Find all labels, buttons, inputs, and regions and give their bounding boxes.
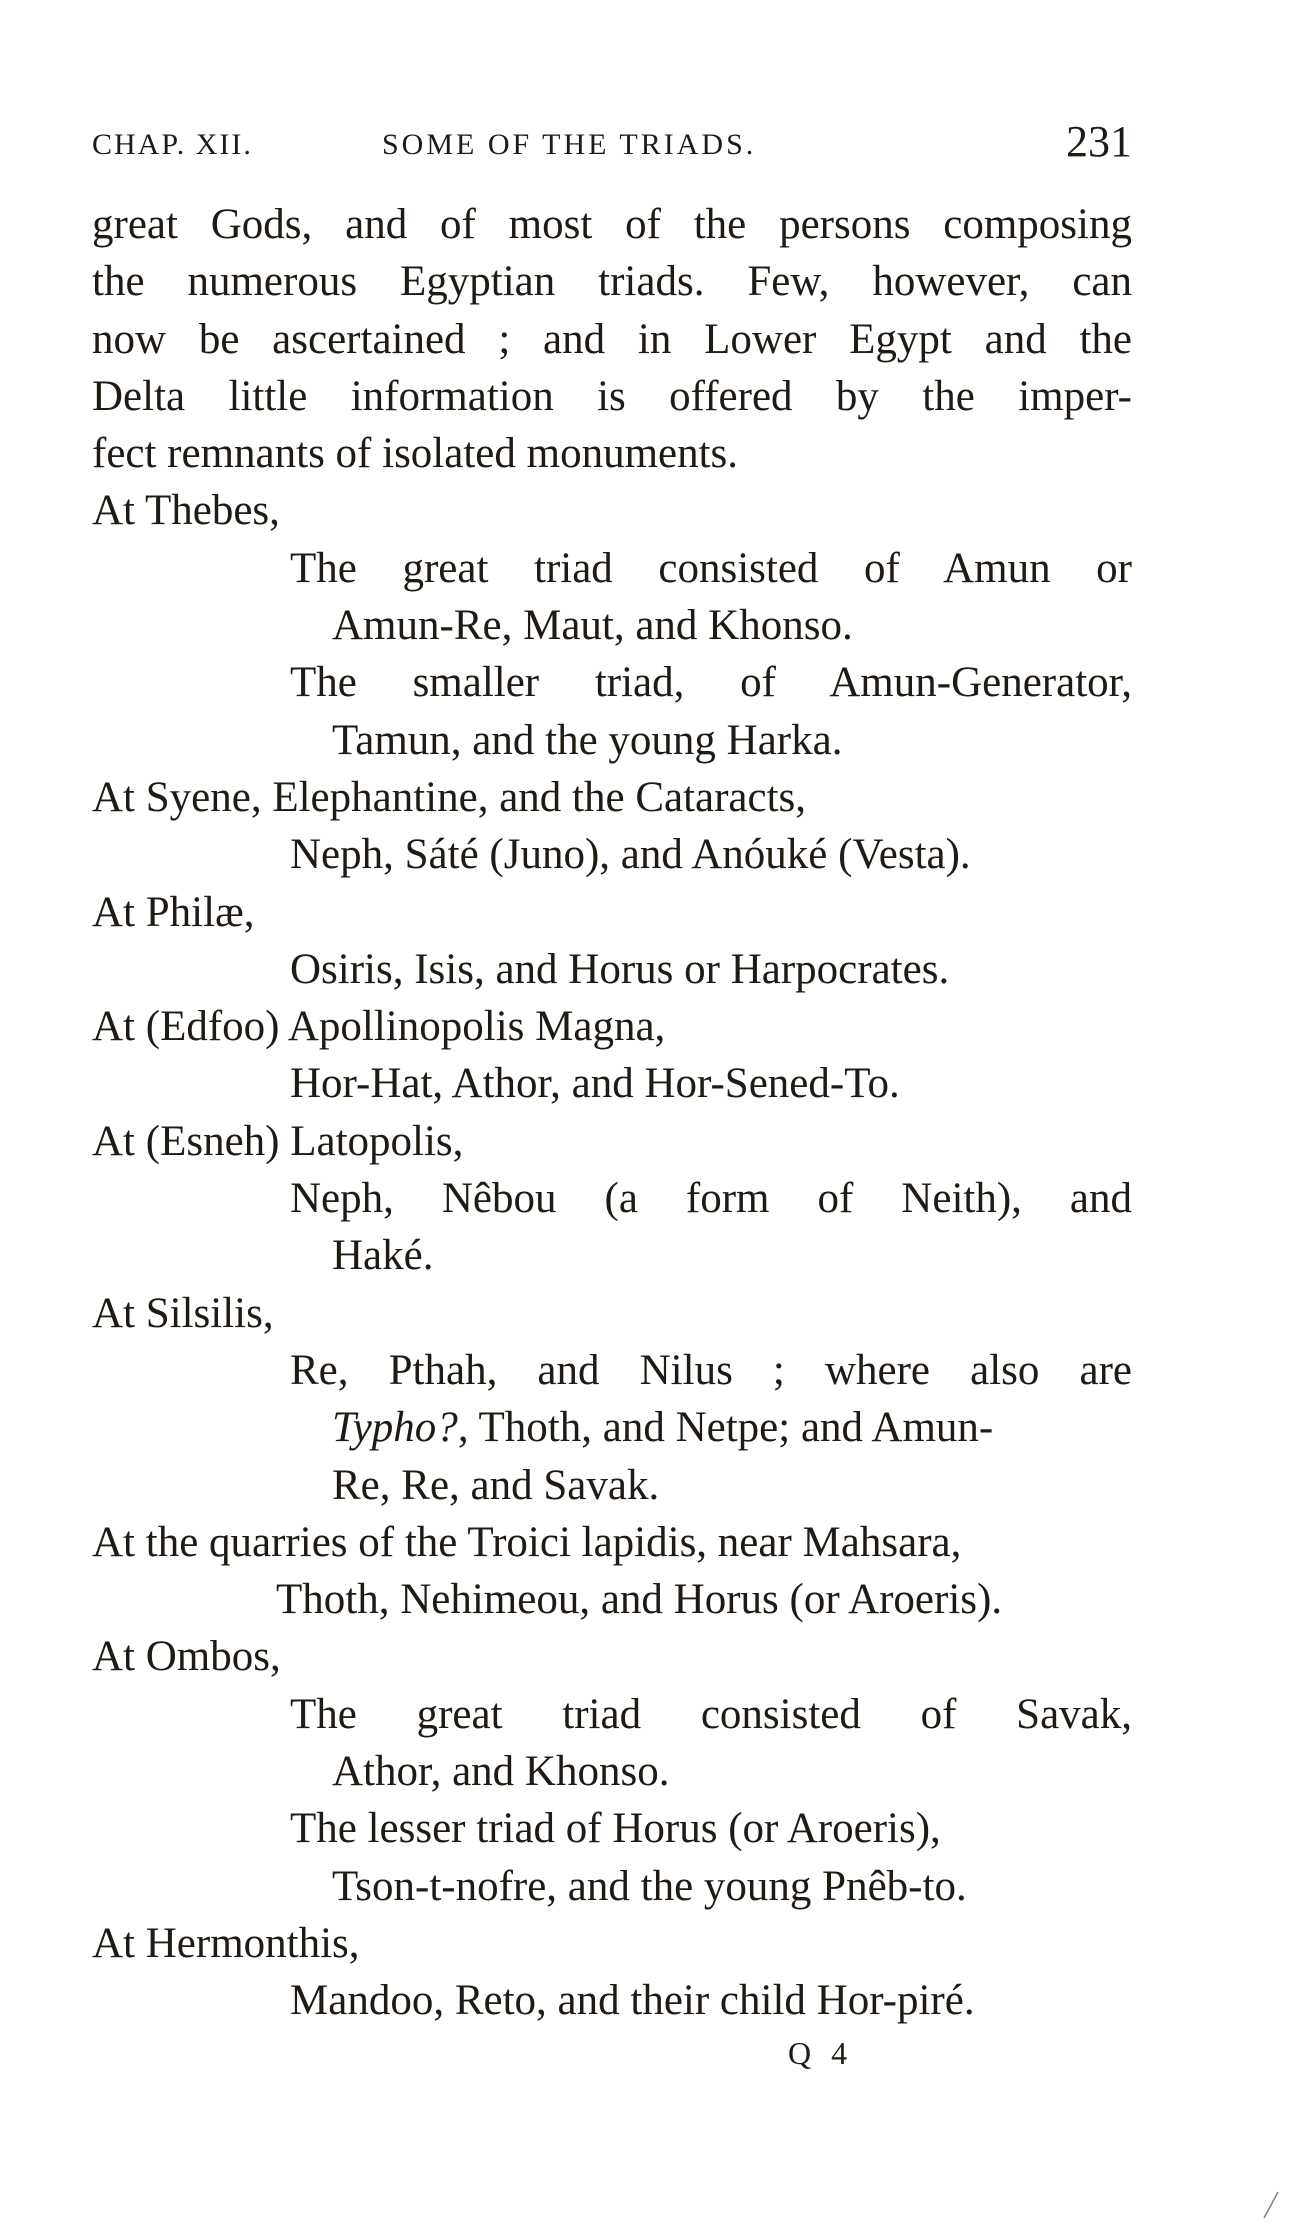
signature-mark: Q 4	[788, 2035, 854, 2071]
triad-line: The smaller triad, of Amun-Generator,	[290, 659, 1132, 707]
running-header	[92, 117, 1132, 172]
place-heading: At Philæ,	[92, 888, 255, 936]
running-title: SOME OF THE TRIADS.	[382, 128, 757, 161]
chapter-label: CHAP. XII.	[92, 128, 253, 161]
triad-line: Athor, and Khonso.	[332, 1748, 670, 1796]
triad-line: Haké.	[332, 1232, 434, 1280]
triad-line: The great triad consisted of Savak,	[290, 1690, 1132, 1738]
triad-line: Neph, Nêbou (a form of Neith), and	[290, 1175, 1132, 1223]
triad-line: Tamun, and the young Harka.	[332, 716, 843, 764]
pencil-mark-icon	[1262, 2190, 1280, 2220]
triad-line	[92, 1399, 1132, 1456]
intro-line: now be ascertained ; and in Lower Egypt and the	[92, 315, 1132, 363]
triad-line: The great triad consisted of Amun or	[290, 544, 1132, 592]
place-heading: At Thebes,	[92, 487, 280, 535]
triad-line: Re, Re, and Savak.	[332, 1461, 660, 1509]
triad-line: Neph, Sáté (Juno), and Anóuké (Vesta).	[290, 831, 971, 879]
place-heading: At the quarries of the Troici lapidis, near Mahsara,	[92, 1518, 962, 1566]
intro-line: Delta little information is offered by the imper-	[92, 372, 1132, 420]
triad-line: The lesser triad of Horus (or Aroeris),	[290, 1805, 941, 1853]
place-heading: At Syene, Elephantine, and the Cataracts,	[92, 773, 807, 821]
triad-line: Amun-Re, Maut, and Khonso.	[332, 602, 853, 650]
italic-name: Typho?	[332, 1404, 458, 1452]
place-heading: At (Edfoo) Apollinopolis Magna,	[92, 1003, 666, 1051]
place-heading: At Ombos,	[92, 1633, 281, 1681]
triad-line: Thoth, Nehimeou, and Horus (or Aroeris).	[276, 1576, 1003, 1624]
page-number: 231	[1066, 117, 1132, 166]
triad-line-rest: , Thoth, and Netpe; and Amun-	[457, 1404, 994, 1452]
triad-line: Re, Pthah, and Nilus ; where also are	[290, 1346, 1132, 1394]
body-text	[92, 196, 1132, 2030]
intro-line: fect remnants of isolated monuments.	[92, 430, 739, 478]
intro-line: the numerous Egyptian triads. Few, however, can	[92, 258, 1132, 306]
triad-line: Mandoo, Reto, and their child Hor-piré.	[290, 1977, 975, 2025]
intro-line: great Gods, and of most of the persons composing	[92, 201, 1132, 248]
triad-line: Hor-Hat, Athor, and Hor-Sened-To.	[290, 1060, 900, 1108]
place-heading: At Hermonthis,	[92, 1919, 360, 1967]
place-heading: At (Esneh) Latopolis,	[92, 1117, 464, 1165]
triad-line: Tson-t-nofre, and the young Pnêb-to.	[332, 1862, 967, 1910]
place-heading: At Silsilis,	[92, 1289, 274, 1337]
triad-line: Osiris, Isis, and Horus or Harpocrates.	[290, 945, 950, 993]
